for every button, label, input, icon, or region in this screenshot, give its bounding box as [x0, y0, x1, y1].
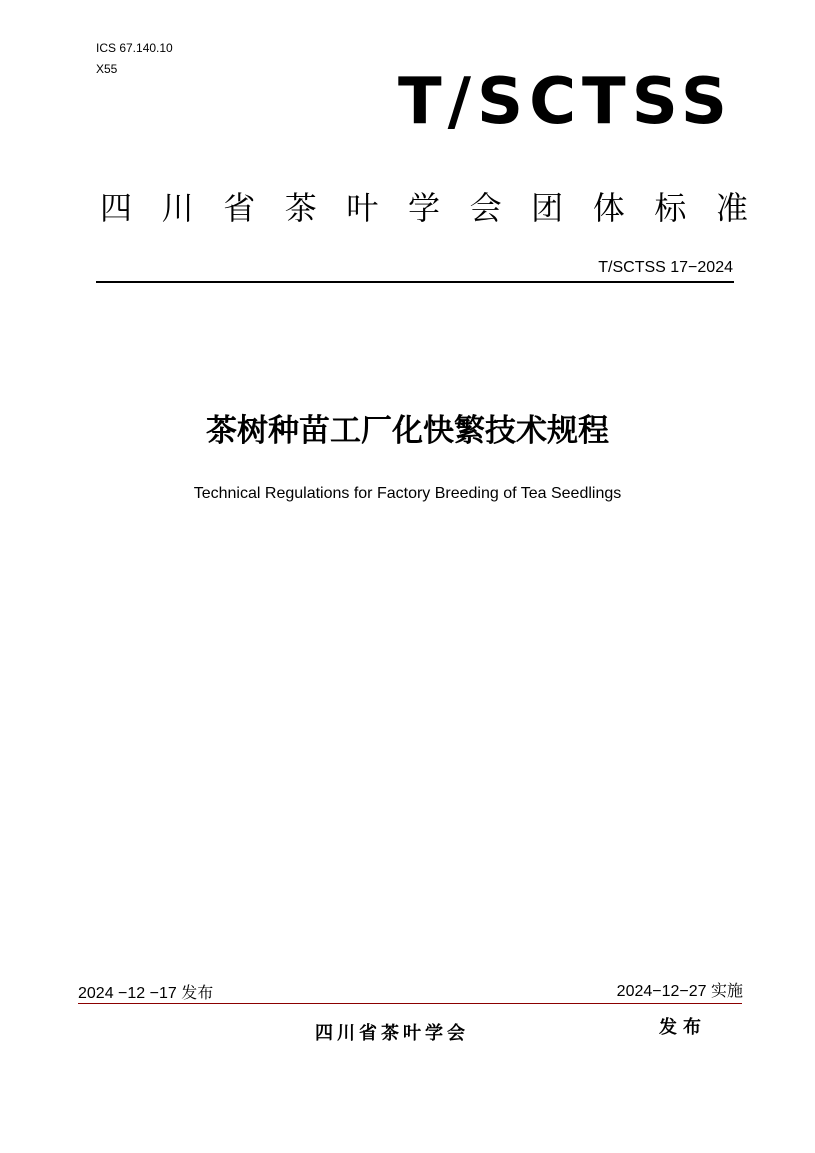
- organization-standard-title: [100, 188, 748, 228]
- classification-code: X55: [96, 62, 118, 76]
- org-title-char: 准: [715, 189, 748, 227]
- publish-label: 发布: [659, 1017, 707, 1038]
- org-title-char: 省: [223, 189, 256, 227]
- org-title-char: 四: [100, 189, 133, 227]
- standard-number: T/SCTSS 17−2024: [598, 259, 733, 276]
- org-title-char: 体: [592, 189, 625, 227]
- org-title-char: 川: [161, 189, 194, 227]
- document-title-en: Technical Regulations for Factory Breeding of Tea Seedlings: [193, 485, 622, 502]
- org-title-char: 茶: [284, 189, 317, 227]
- implementation-date: 2024−12−27 实施: [616, 983, 743, 1000]
- org-title-char: 会: [469, 189, 502, 227]
- org-title-char: 标: [654, 189, 687, 227]
- org-title-char: 团: [531, 189, 564, 227]
- org-title-char: 叶: [346, 189, 379, 227]
- issue-date: 2024 −12 −17 发布: [78, 985, 214, 1002]
- document-title-cn: 茶树种苗工厂化快繁技术规程: [206, 413, 609, 449]
- org-title-char: 学: [407, 189, 440, 227]
- publisher-name: 四川省茶叶学会: [315, 1023, 469, 1044]
- header-divider: [96, 281, 734, 283]
- ics-code: ICS 67.140.10: [96, 41, 173, 55]
- footer-divider: [78, 1003, 742, 1004]
- standard-logo: T/SCTSS: [397, 65, 733, 139]
